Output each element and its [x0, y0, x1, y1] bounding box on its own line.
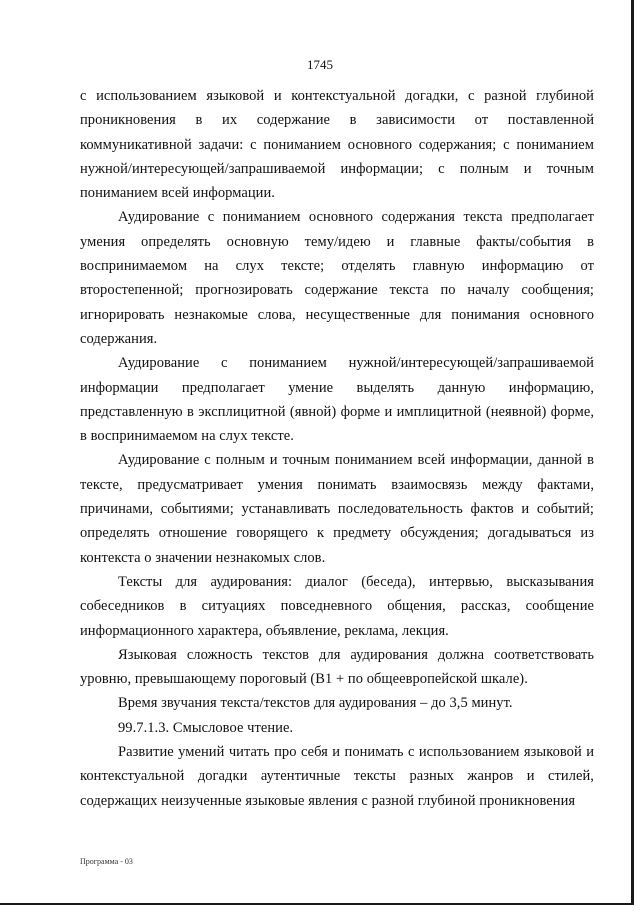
paragraph-reading-skills: Развитие умений читать про себя и понимать с использованием языковой и контекстуальной догадки аутентичные тексты разных жанров и стилей, содержащих неизученные языковые явления с разной глубиной проникновения [80, 744, 594, 809]
document-body [80, 84, 594, 813]
paragraph-full-understanding-listening: Аудирование с полным и точным пониманием всей информации, данной в тексте, предусматривает умения понимать взаимосвязь между фактами, причинами, событиями; устанавливать последовательность фактов и событий; определять отношение говорящего к предмету обсуждения; догадываться из контекста о значении незнакомых слов. [80, 452, 594, 566]
section-heading: 99.7.1.3. Смысловое чтение. [118, 719, 294, 736]
footer-program-code: Программа - 03 [80, 857, 133, 866]
paragraph-duration: Время звучания текста/текстов для аудирования – до 3,5 минут. [118, 695, 513, 712]
page-number: 1745 [307, 57, 333, 72]
paragraph-requested-info-listening: Аудирование с пониманием нужной/интересующей/запрашиваемой информации предполагает умение выделять данную информацию, представленную в эксплицитной (явной) форме и имплицитной (неявной) форме, в воспринимаемом на слух тексте. [80, 355, 594, 445]
paragraph-intro: с использованием языковой и контекстуальной догадки, с разной глубиной проникновения в их содержание в зависимости от поставленной коммуникативной задачи: с пониманием основного содержания; с пониманием нужной/интересующей/запрашиваемой информации; с полным и точным пониманием всей информации. [80, 88, 594, 202]
paragraph-main-content-listening: Аудирование с пониманием основного содержания текста предполагает умения определять основную тему/идею и главные факты/события в воспринимаемом на слух тексте; отделять главную информацию от второстепенной; прогнозировать содержание текста по началу сообщения; игнорировать незнакомые слова, несущественные для понимания основного содержания. [80, 209, 594, 347]
paragraph-listening-texts: Тексты для аудирования: диалог (беседа), интервью, высказывания собеседников в ситуациях повседневного общения, рассказ, сообщение информационного характера, объявление, реклама, лекция. [80, 573, 594, 639]
paragraph-language-complexity: Языковая сложность текстов для аудирования должна соответствовать уровню, превышающему пороговый (B1 + по общеевропейской шкале). [80, 646, 594, 688]
